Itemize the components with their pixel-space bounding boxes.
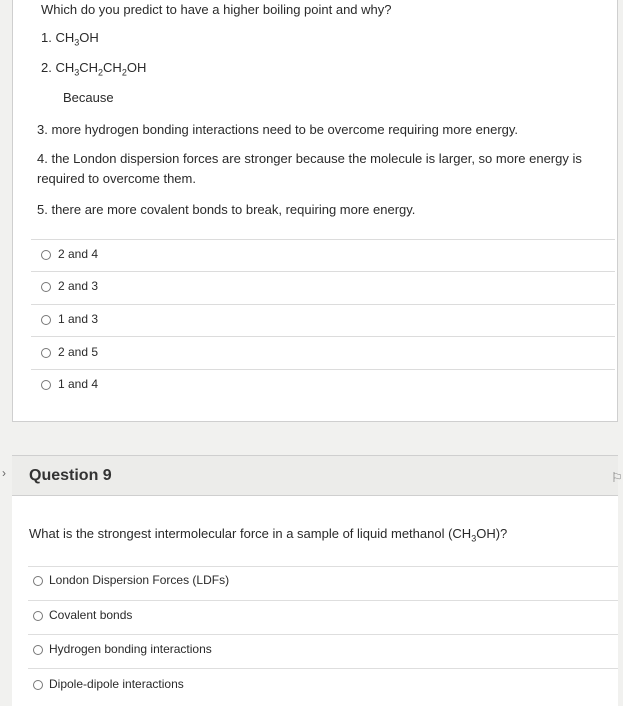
- option-label: London Dispersion Forces (LDFs): [49, 573, 230, 587]
- compound-1: 1. $CH_3OH$: [41, 30, 99, 48]
- option-label: Covalent bonds: [49, 608, 133, 622]
- radio-button[interactable]: [33, 645, 43, 655]
- option-label: 1 and 3: [58, 312, 99, 326]
- option-label: 2 and 5: [58, 345, 99, 359]
- radio-button[interactable]: [41, 315, 51, 325]
- option-label: Hydrogen bonding interactions: [49, 642, 212, 656]
- reason-4: 4. the London dispersion forces are stronger because the molecule is larger, so more energy is required to overcome them.: [37, 151, 582, 186]
- compound-2: 2. $CH_3CH_2CH_2OH$: [41, 60, 147, 78]
- option-label: 1 and 4: [58, 377, 99, 391]
- option-divider: [28, 668, 618, 669]
- option-divider: [28, 566, 618, 567]
- radio-button[interactable]: [33, 576, 43, 586]
- question-9-header: [12, 455, 618, 496]
- chevron-right-icon: ›: [2, 466, 6, 480]
- option-divider: [31, 239, 615, 240]
- option-label: 2 and 3: [58, 279, 99, 293]
- option-divider: [31, 271, 615, 272]
- question-9-prompt: What is the strongest intermolecular force in a sample of liquid methanol $(CH_3OH)$?: [29, 526, 508, 544]
- radio-button[interactable]: [33, 611, 43, 621]
- question-9-body: [12, 496, 618, 706]
- option-divider: [31, 336, 615, 337]
- radio-button[interactable]: [41, 348, 51, 358]
- radio-button[interactable]: [33, 680, 43, 690]
- because-label: Because: [63, 90, 114, 105]
- question-8-card: [12, 0, 618, 422]
- flag-icon[interactable]: ⚐: [611, 470, 623, 485]
- option-divider: [28, 634, 618, 635]
- reason-3: 3. more hydrogen bonding interactions need to be overcome requiring more energy.: [37, 122, 519, 137]
- option-label: 2 and 4: [58, 247, 99, 261]
- question-9-title: Question 9: [29, 467, 112, 484]
- option-divider: [31, 304, 615, 305]
- option-divider: [31, 369, 615, 370]
- reason-5: 5. there are more covalent bonds to break, requiring more energy.: [37, 202, 416, 217]
- radio-button[interactable]: [41, 282, 51, 292]
- question-8-prompt: Which do you predict to have a higher boiling point and why?: [41, 2, 392, 17]
- radio-button[interactable]: [41, 250, 51, 260]
- option-label: Dipole-dipole interactions: [49, 677, 184, 691]
- radio-button[interactable]: [41, 380, 51, 390]
- option-divider: [28, 600, 618, 601]
